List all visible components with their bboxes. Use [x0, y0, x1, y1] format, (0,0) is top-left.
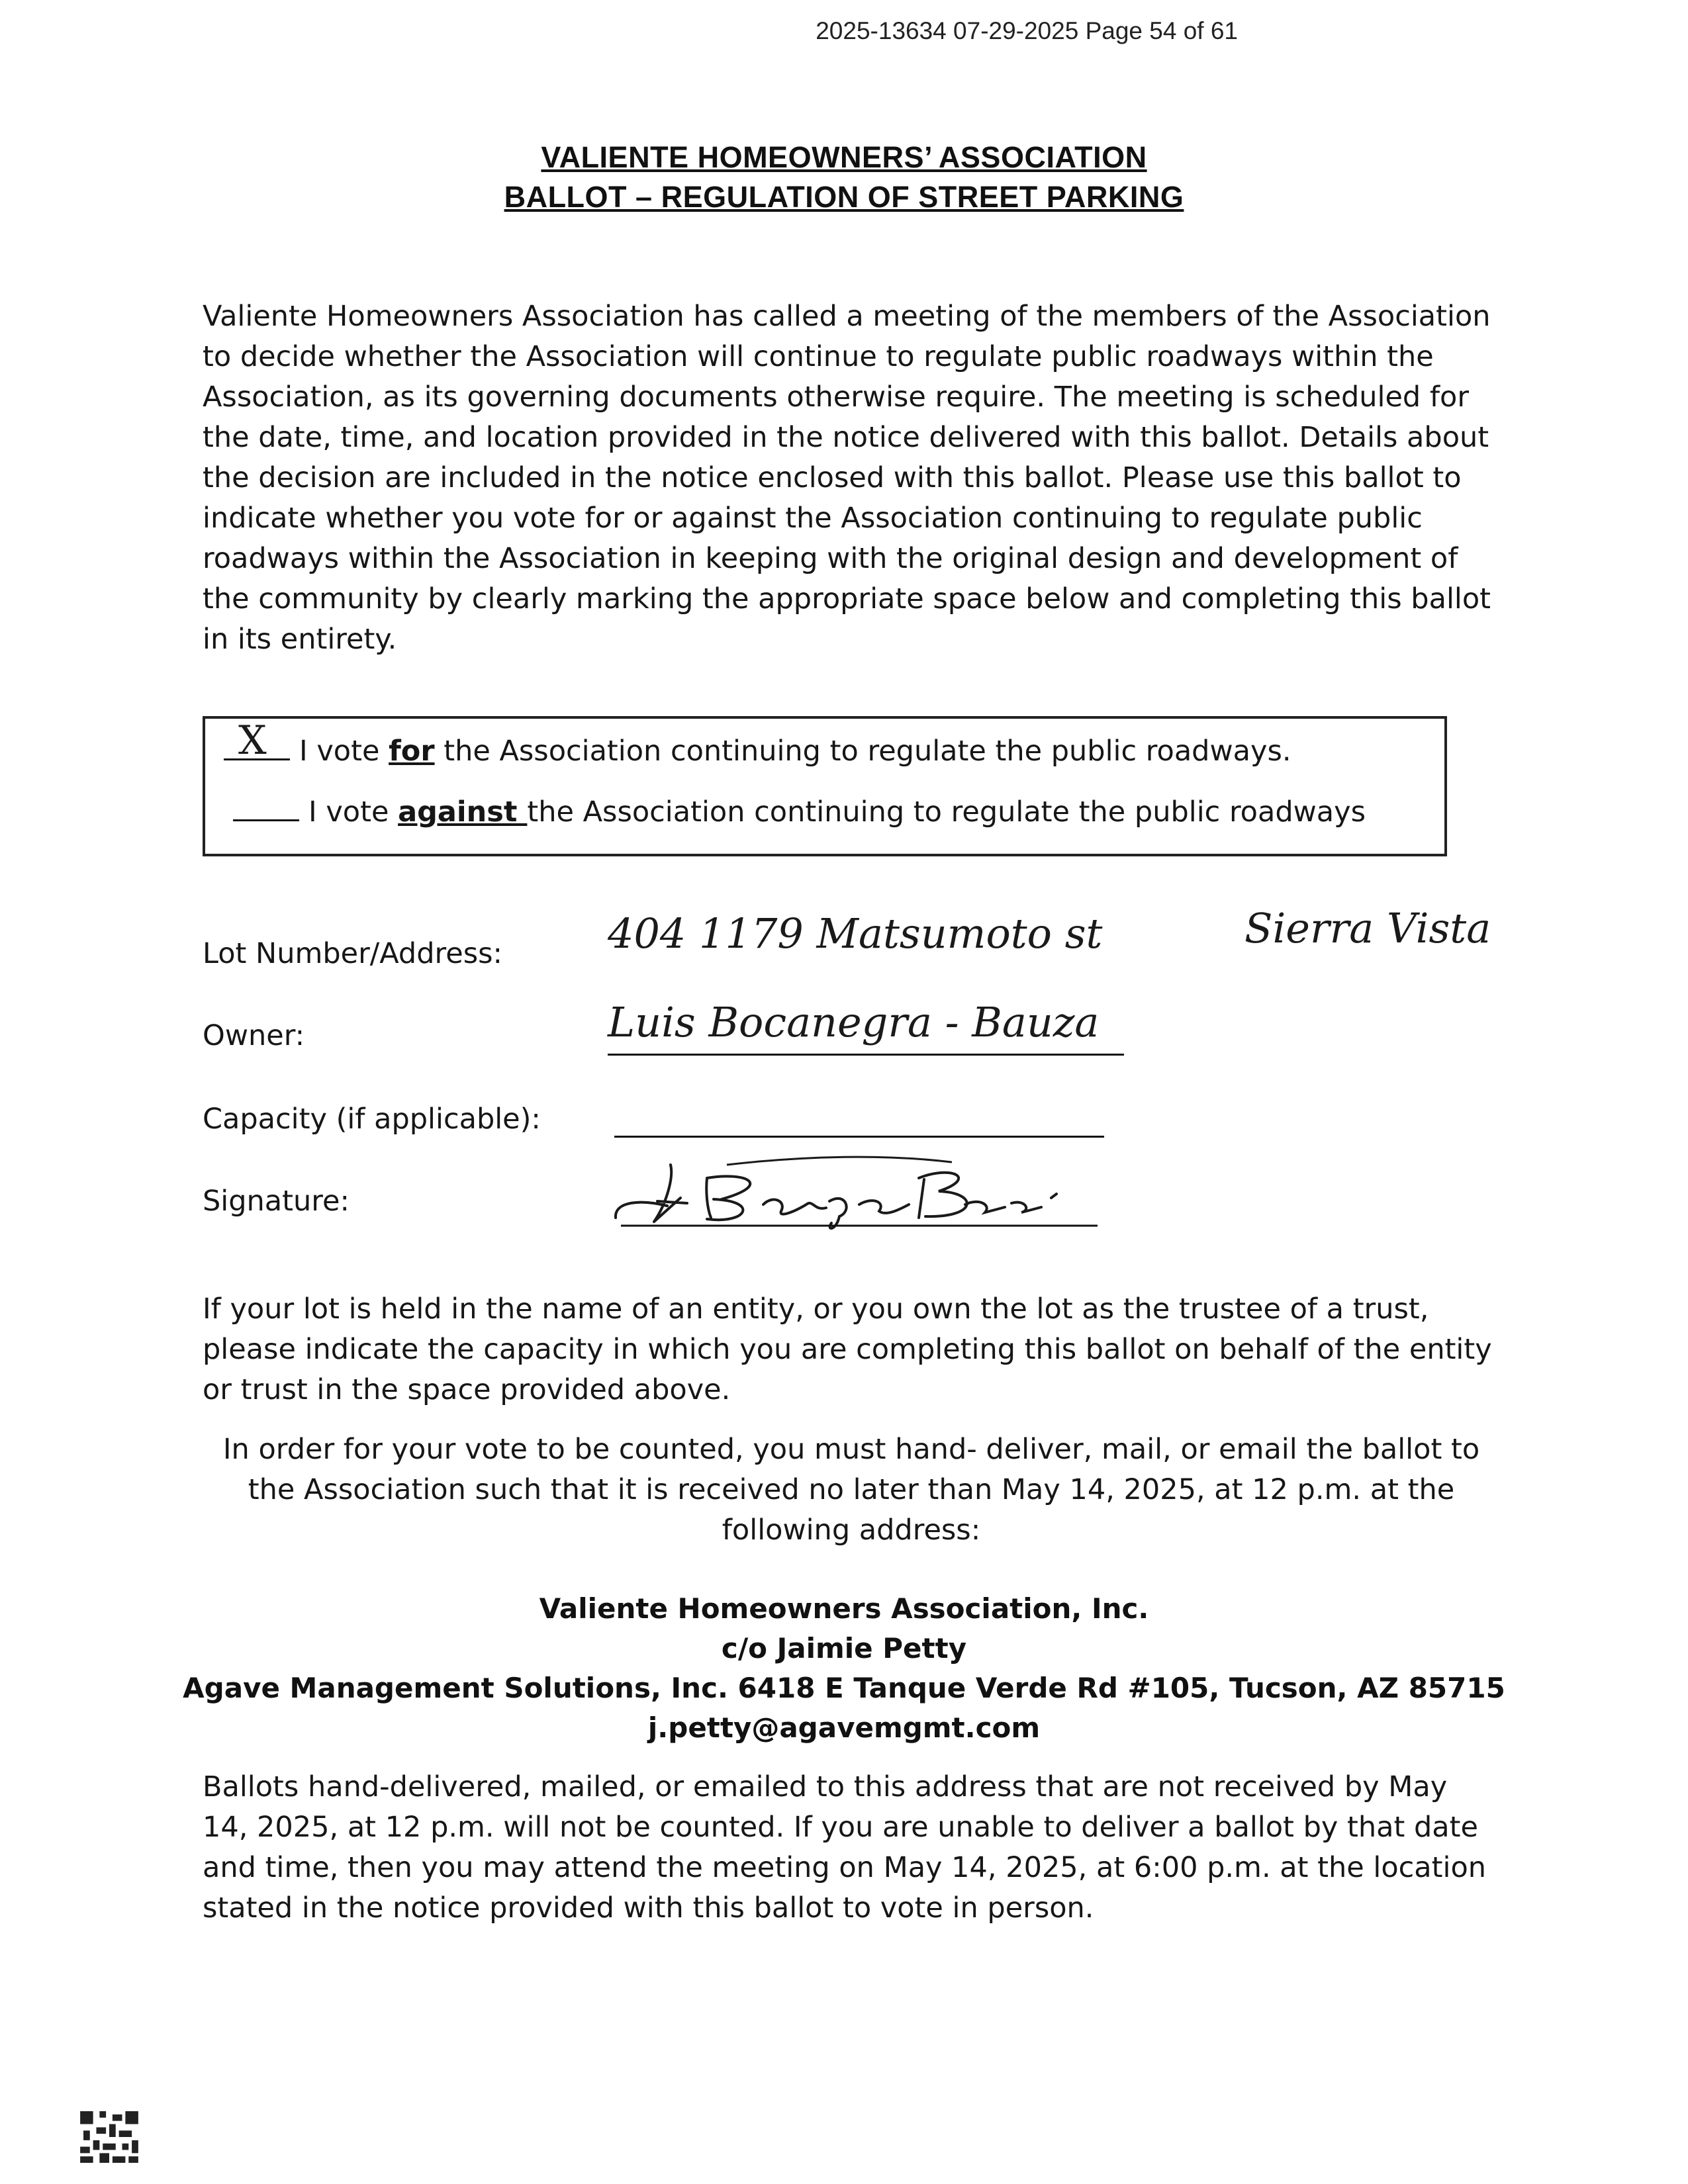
address-email[interactable]: j.petty@agavemgmt.com — [647, 1711, 1041, 1744]
address-line-3: Agave Management Solutions, Inc. 6418 E Tanque Verde Rd #105, Tucson, AZ 85715 — [183, 1672, 1505, 1704]
vote-against-suffix: the Association continuing to regulate the public roadways — [527, 796, 1366, 829]
vote-for-blank[interactable] — [224, 717, 290, 764]
lot-value-city[interactable]: Sierra Vista — [1244, 904, 1491, 952]
vote-for-option[interactable] — [224, 717, 1291, 768]
owner-label: Owner: — [203, 1019, 305, 1052]
vote-for-word: for — [389, 735, 435, 768]
vote-against-option[interactable] — [233, 793, 1366, 829]
lot-label: Lot Number/Address: — [203, 937, 502, 970]
entity-paragraph: If your lot is held in the name of an entity, or you own the lot as the trustee of a trust, please indicate the capacity in which you are completing this ballot on behalf of the entity or trust in the space provided above. — [203, 1293, 1492, 1406]
owner-value[interactable]: Luis Bocanegra - Bauza — [608, 998, 1100, 1046]
vote-against-blank[interactable] — [233, 793, 299, 821]
vote-for-mark: X — [238, 717, 267, 764]
vote-box — [203, 716, 1447, 856]
owner-line — [608, 1054, 1124, 1056]
capacity-field[interactable] — [614, 1136, 1104, 1138]
delivery-paragraph: In order for your vote to be counted, you must hand- deliver, mail, or email the ballot to the Association such that it is received no later than May 14, 2025, at 12 p.m. at the following address: — [222, 1433, 1480, 1547]
signature-image — [608, 1138, 1111, 1231]
signature-label: Signature: — [203, 1185, 350, 1218]
closing-paragraph: Ballots hand-delivered, mailed, or emailed to this address that are not received by May 14, 2025, at 12 p.m. will not be counted. If you are unable to deliver a ballot by that date and time, then you may attend the meeting on May 14, 2025, at 6:00 p.m. at the location stated in the notice provided with this ballot to vote in person. — [203, 1770, 1487, 1925]
document-title: VALIENTE HOMEOWNERS’ ASSOCIATION — [541, 140, 1147, 174]
capacity-label: Capacity (if applicable): — [203, 1103, 541, 1136]
vote-against-word: against — [398, 796, 528, 829]
lot-value[interactable]: 404 1179 Matsumoto st — [608, 909, 1103, 958]
intro-paragraph: Valiente Homeowners Association has called a meeting of the members of the Association to decide whether the Association will continue to regulate public roadways within the Association, as its governing documents otherwise require. The meeting is scheduled for the date, time, and location provided in the notice delivered with this ballot. Details about the decision are included in the notice enclosed with this ballot. Please use this ballot to indicate whether you vote for or against the Association continuing to regulate public roadways within the Association in keeping with the original design and development of the community by clearly marking the appropriate space below and completing this ballot in its entirety. — [203, 300, 1491, 656]
document-subtitle: BALLOT – REGULATION OF STREET PARKING — [504, 180, 1184, 214]
address-line-2: c/o Jaimie Petty — [721, 1632, 967, 1664]
vote-for-prefix: I vote — [299, 735, 389, 768]
vote-for-suffix: the Association continuing to regulate the public roadways. — [434, 735, 1291, 768]
page-stamp: 2025-13634 07-29-2025 Page 54 of 61 — [816, 17, 1238, 44]
vote-against-prefix: I vote — [308, 796, 399, 829]
barcode-icon — [79, 2111, 139, 2163]
address-line-1: Valiente Homeowners Association, Inc. — [539, 1592, 1149, 1625]
